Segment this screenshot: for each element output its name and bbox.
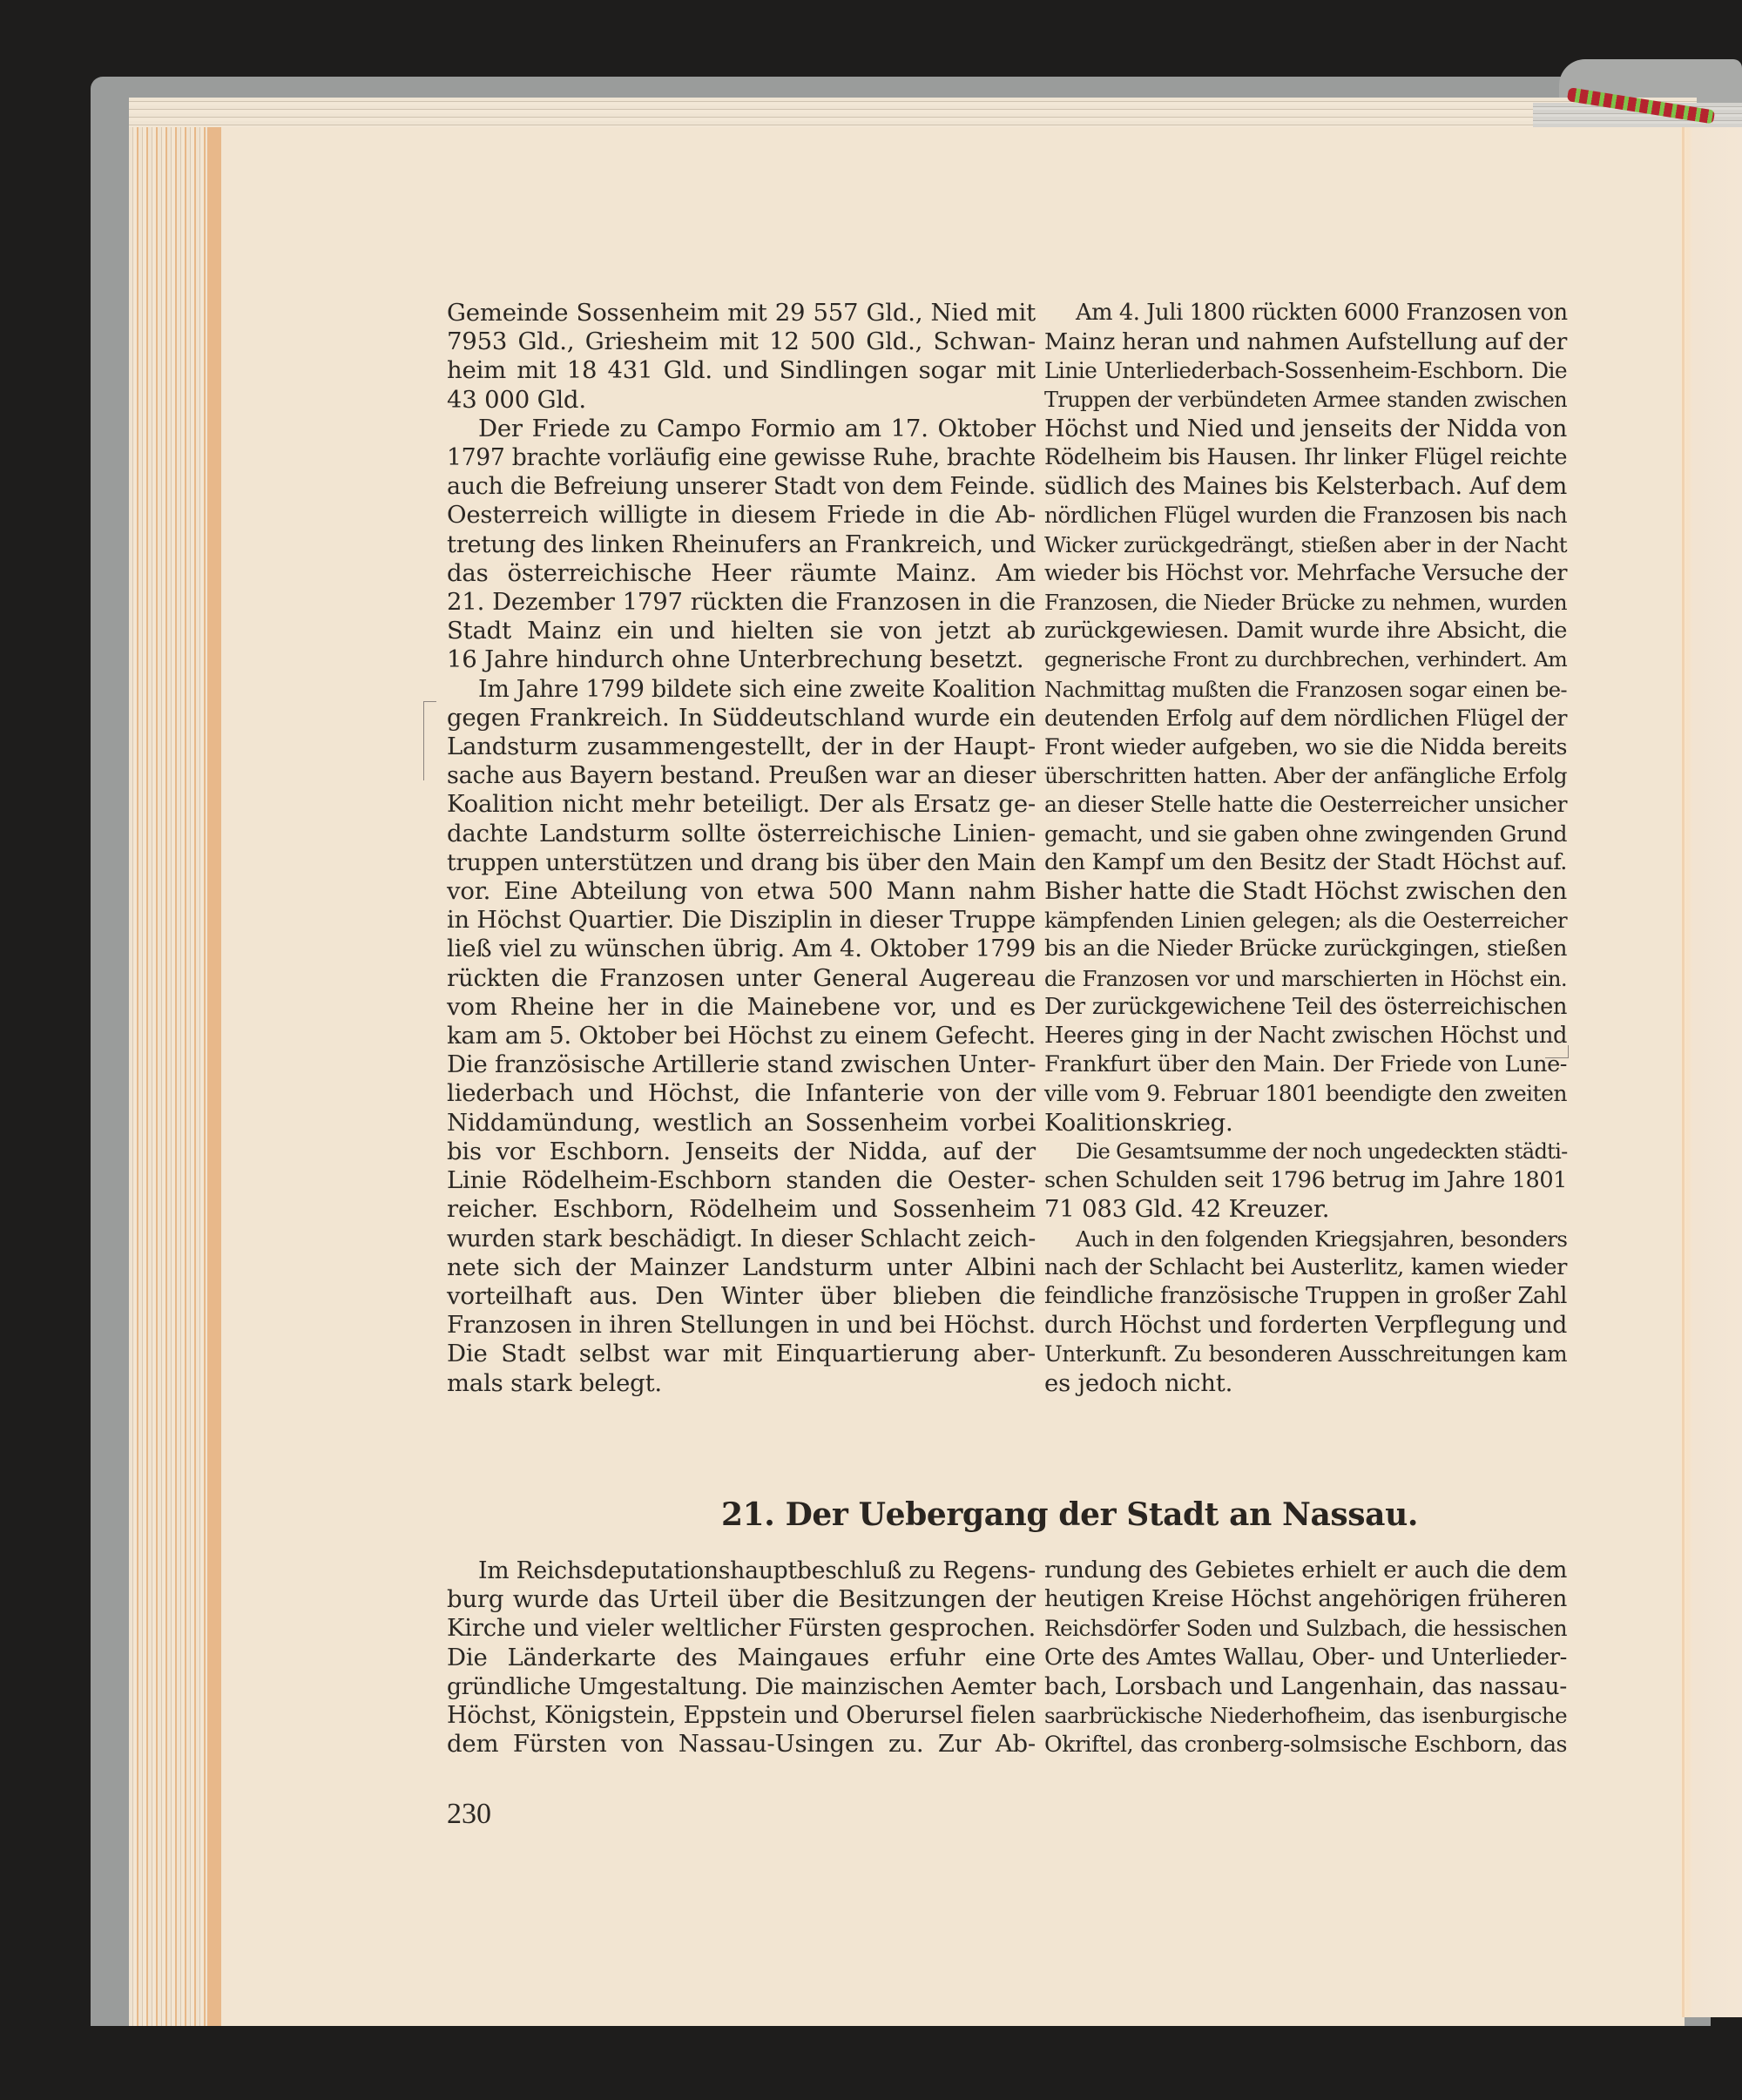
text-line: zurückgewiesen. Damit wurde ihre Absicht, die [1044,618,1567,645]
text-line: Im Jahre 1799 bildete sich eine zweite Koalition [478,675,1036,703]
text-line: vorteilhaft aus. Den Winter über blieben die [447,1281,1036,1310]
section-21-right-column [1044,1556,1567,1759]
text-line: Okriftel, das cronberg-solmsische Eschborn, das [1044,1732,1567,1758]
text-line: Rödelheim bis Hausen. Ihr linker Flügel reichte [1044,444,1567,471]
text-line: Höchst und Nied und jenseits der Nidda von [1044,415,1567,442]
text-line: truppen unterstützen und drang bis über den Main [447,848,1036,876]
text-line: Am 4. Juli 1800 rückten 6000 Franzosen von [1076,300,1568,326]
text-line: dachte Landsturm sollte österreichische Linien- [447,819,1036,847]
text-line: Die Gesamtsumme der noch ungedeckten städti- [1076,1138,1568,1164]
text-line: das österreichische Heer räumte Mainz. Am [447,558,1036,587]
text-line: ville vom 9. Februar 1801 beendigte den zweiten [1044,1081,1567,1107]
text-line: ließ viel zu wünschen übrig. Am 4. Oktober 1799 [447,935,1036,963]
text-line: wurden stark beschädigt. In dieser Schlacht zeich- [447,1225,1036,1253]
right-column-text [1044,299,1567,1398]
text-line: schen Schulden seit 1796 betrug im Jahre 1801 [1044,1167,1567,1194]
text-line: auch die Befreiung unserer Stadt von dem Feinde. [447,473,1036,501]
text-line: Franzosen in ihren Stellungen in und bei Höchst. [447,1312,1036,1340]
text-line: Die französische Artillerie stand zwischen Unter- [447,1050,1036,1079]
text-line: deutenden Erfolg auf dem nördlichen Flügel der [1044,705,1567,731]
text-line: bis an die Nieder Brücke zurückgingen, stießen [1044,935,1567,962]
text-line: reicher. Eschborn, Rödelheim und Sossenheim [447,1195,1036,1224]
text-line: Koalitionskrieg. [1044,1108,1233,1137]
text-line: nördlichen Flügel wurden die Franzosen bis nach [1044,503,1567,529]
text-line: Der zurückgewichene Teil des österreichischen [1044,993,1567,1020]
text-line: Truppen der verbündeten Armee standen zwischen [1044,387,1567,412]
text-line: Frankfurt über den Main. Der Friede von Lune- [1044,1051,1567,1078]
section-21-left-column [447,1556,1036,1759]
text-line: es jedoch nicht. [1044,1368,1233,1397]
text-line: Wicker zurückgedrängt, stießen aber in der Nacht [1044,531,1567,557]
text-line: feindliche französische Truppen in großer Zahl [1044,1282,1567,1309]
text-line: 21. Dezember 1797 rückten die Franzosen in die [447,588,1036,617]
text-line: an dieser Stelle hatte die Oesterreicher unsicher [1044,792,1567,818]
text-line: dem Fürsten von Nassau-Usingen zu. Zur Ab- [447,1730,1036,1759]
text-line: die Franzosen vor und marschierten in Höchst ein. [1044,965,1567,991]
text-line: kam am 5. Oktober bei Höchst zu einem Gefecht. [447,1023,1036,1050]
text-line: sache aus Bayern bestand. Preußen war an dieser [447,762,1036,790]
text-line: Im Reichsdeputationshauptbeschluß zu Regens- [478,1557,1036,1584]
text-line: Front wieder aufgeben, wo sie die Nidda bereits [1044,734,1567,760]
text-line: Gemeinde Sossenheim mit 29 557 Gld., Nied mit [447,299,1036,327]
text-line: Die Stadt selbst war mit Einquartierung aber- [447,1340,1036,1368]
margin-mark-left [423,701,436,780]
text-line: burg wurde das Urteil über die Besitzungen der [447,1585,1036,1614]
text-line: Auch in den folgenden Kriegsjahren, besonders [1076,1226,1568,1252]
text-line: gegen Frankreich. In Süddeutschland wurde ein [447,703,1036,732]
text-line: mals stark belegt. [447,1368,662,1397]
text-line: Orte des Amtes Wallau, Ober- und Unterlieder- [1044,1644,1567,1671]
text-line: 43 000 Gld. [447,385,586,414]
text-line: gründliche Umgestaltung. Die mainzischen Aemter [447,1672,1036,1700]
text-line: Bisher hatte die Stadt Höchst zwischen den [1044,878,1567,906]
text-line: nete sich der Mainzer Landsturm unter Albini [447,1253,1036,1281]
section-heading: 21. Der Uebergang der Stadt an Nassau. [721,1496,1419,1533]
facing-page [1681,127,1742,2017]
page-stack-top [129,98,1697,127]
text-line: Heeres ging in der Nacht zwischen Höchst und [1044,1023,1567,1050]
text-line: saarbrückische Niederhofheim, das isenburgische [1044,1703,1567,1729]
text-line: Unterkunft. Zu besonderen Ausschreitungen kam [1044,1341,1567,1367]
page-number: 230 [447,1798,491,1830]
text-line: Landsturm zusammengestellt, der in der Haupt- [447,733,1036,761]
text-line: 7953 Gld., Griesheim mit 12 500 Gld., Schwan- [447,327,1036,356]
text-line: Oesterreich willigte in diesem Friede in die Ab- [447,501,1036,530]
text-line: Koalition nicht mehr beteiligt. Der als Ersatz ge- [447,790,1036,819]
text-line: vom Rheine her in die Mainebene vor, und es [447,992,1036,1021]
text-line: vor. Eine Abteilung von etwa 500 Mann nahm [447,877,1036,906]
text-line: kämpfenden Linien gelegen; als die Oesterreicher [1044,908,1567,934]
text-line: rückten die Franzosen unter General Augereau [447,963,1036,992]
text-line: Nachmittag mußten die Franzosen sogar einen be- [1044,676,1567,702]
page-edge-strip [207,127,221,2026]
text-line: gegnerische Front zu durchbrechen, verhindert. Am [1044,647,1567,672]
text-line: Franzosen, die Nieder Brücke zu nehmen, wurden [1044,590,1567,616]
text-line: heutigen Kreise Höchst angehörigen früheren [1044,1586,1567,1613]
text-line: rundung des Gebietes erhielt er auch die dem [1044,1557,1567,1583]
text-line: Die Länderkarte des Maingaues erfuhr eine [447,1643,1036,1671]
text-line: Niddamündung, westlich an Sossenheim vorbei [447,1108,1036,1137]
background-bottom [0,2026,1742,2100]
text-line: bis vor Eschborn. Jenseits der Nidda, auf der [447,1137,1036,1165]
text-line: Linie Unterliederbach-Sossenheim-Eschborn. Die [1044,358,1567,384]
text-line: Der Friede zu Campo Formio am 17. Oktober [478,414,1036,442]
text-line: den Kampf um den Besitz der Stadt Höchst auf. [1044,848,1567,875]
text-line: Kirche und vieler weltlicher Fürsten gesprochen. [447,1615,1036,1643]
text-line: überschritten hatten. Aber der anfängliche Erfolg [1044,763,1567,789]
text-line: Reichsdörfer Soden und Sulzbach, die hessischen [1044,1616,1567,1642]
text-line: Mainz heran und nahmen Aufstellung auf der [1044,328,1567,356]
text-line: gemacht, und sie gaben ohne zwingenden Grund [1044,820,1567,847]
text-line: tretung des linken Rheinufers an Frankreich, und [447,530,1036,558]
text-line: südlich des Maines bis Kelsterbach. Auf dem [1044,473,1567,501]
text-line: 1797 brachte vorläufig eine gewisse Ruhe, brachte [447,444,1036,472]
text-line: heim mit 18 431 Gld. und Sindlingen sogar mit [447,356,1036,385]
text-line: 16 Jahre hindurch ohne Unterbrechung besetzt. [447,645,1024,674]
text-line: Stadt Mainz ein und hielten sie von jetzt ab [447,617,1036,645]
text-line: 71 083 Gld. 42 Kreuzer. [1044,1195,1330,1224]
text-line: Höchst, Königstein, Eppstein und Oberursel fielen [447,1702,1036,1730]
left-column-text [447,299,1036,1398]
text-line: in Höchst Quartier. Die Disziplin in dieser Truppe [447,907,1036,935]
gutter-fold [1682,127,1685,2017]
text-line: durch Höchst und forderten Verpflegung und [1044,1312,1567,1340]
text-line: liederbach und Höchst, die Infanterie von der [447,1079,1036,1108]
text-line: wieder bis Höchst vor. Mehrfache Versuche der [1044,559,1567,586]
text-line: nach der Schlacht bei Austerlitz, kamen wieder [1044,1253,1567,1280]
text-line: bach, Lorsbach und Langenhain, das nassau- [1044,1672,1567,1700]
text-line: Linie Rödelheim-Eschborn standen die Oester- [447,1166,1036,1195]
